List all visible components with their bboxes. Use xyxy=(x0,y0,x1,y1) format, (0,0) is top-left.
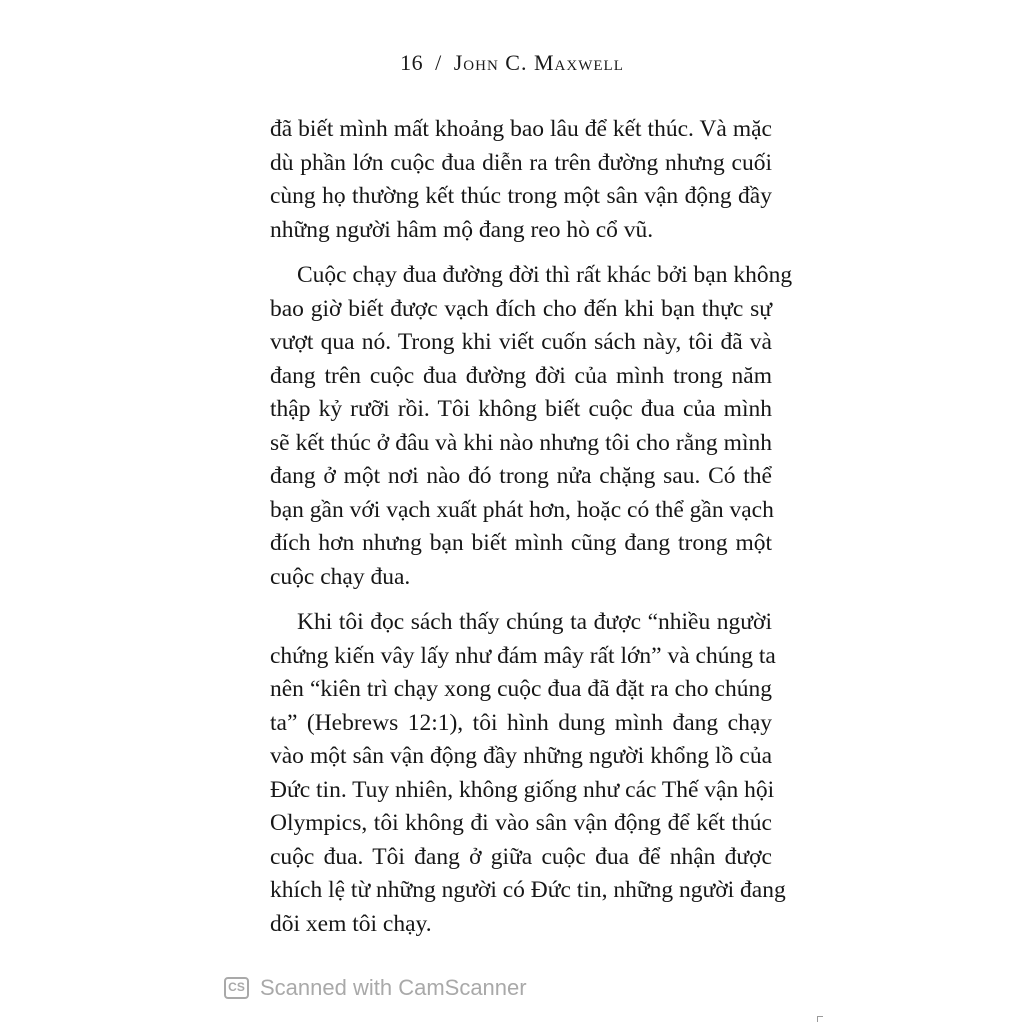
header-separator: / xyxy=(435,50,442,75)
text-line: cuộc đua. Tôi đang ở giữa cuộc đua để nhận được xyxy=(270,843,772,870)
text-line: ta” (Hebrews 12:1), tôi hình dung mình đang chạy xyxy=(270,709,772,736)
camscanner-logo-icon: CS xyxy=(224,977,249,999)
text-line: Cuộc chạy đua đường đời thì rất khác bởi bạn không xyxy=(297,262,793,288)
text-line: sẽ kết thúc ở đâu và khi nào nhưng tôi cho rằng mình xyxy=(270,429,772,456)
text-line: khích lệ từ những người có Đức tin, những người đang xyxy=(270,877,786,903)
text-line: Đức tin. Tuy nhiên, không giống như các Thế vận hội xyxy=(270,776,775,803)
page-number: 16 xyxy=(400,50,424,75)
watermark-text: Scanned with CamScanner xyxy=(260,975,527,1000)
text-line: vượt qua nó. Trong khi viết cuốn sách này, tôi đã và xyxy=(270,329,772,355)
corner-crop-mark xyxy=(817,1016,823,1022)
text-line: đang ở một nơi nào đó trong nửa chặng sau. Có thể xyxy=(270,463,772,489)
text-line: đang trên cuộc đua đường đời của mình trong năm xyxy=(270,362,772,389)
text-line: Khi tôi đọc sách thấy chúng ta được “nhiều người xyxy=(297,609,772,635)
text-line: đã biết mình mất khoảng bao lâu để kết thúc. Và mặc xyxy=(270,116,772,142)
body-text xyxy=(270,113,793,941)
text-line: chứng kiến vây lấy như đám mây rất lớn” và chúng ta xyxy=(270,642,776,669)
paragraph-2 xyxy=(270,259,793,594)
text-line: bạn gần với vạch xuất phát hơn, hoặc có thể gần vạch xyxy=(270,496,774,523)
text-line: dõi xem tôi chạy. xyxy=(270,910,432,937)
text-line: bao giờ biết được vạch đích cho đến khi bạn thực sự xyxy=(270,295,772,322)
text-line: nên “kiên trì chạy xong cuộc đua đã đặt ra cho chúng xyxy=(270,676,772,702)
text-line: đích hơn nhưng bạn biết mình cũng đang trong một xyxy=(270,530,772,556)
paragraph-3 xyxy=(270,606,786,941)
running-header xyxy=(0,50,1024,76)
text-line: vào một sân vận động đầy những người khổng lồ của xyxy=(270,743,772,769)
text-line: Olympics, tôi không đi vào sân vận động để kết thúc xyxy=(270,810,772,836)
text-line: cuộc chạy đua. xyxy=(270,563,411,590)
text-line: những người hâm mộ đang reo hò cổ vũ. xyxy=(270,216,654,243)
author-name: John C. Maxwell xyxy=(453,50,624,75)
text-line: cùng họ thường kết thúc trong một sân vận động đầy xyxy=(270,183,772,209)
paragraph-1 xyxy=(270,113,772,247)
text-line: thập kỷ rưỡi rồi. Tôi không biết cuộc đua của mình xyxy=(270,396,772,422)
text-line: dù phần lớn cuộc đua diễn ra trên đường nhưng cuối xyxy=(270,149,772,176)
camscanner-watermark xyxy=(224,975,527,1001)
